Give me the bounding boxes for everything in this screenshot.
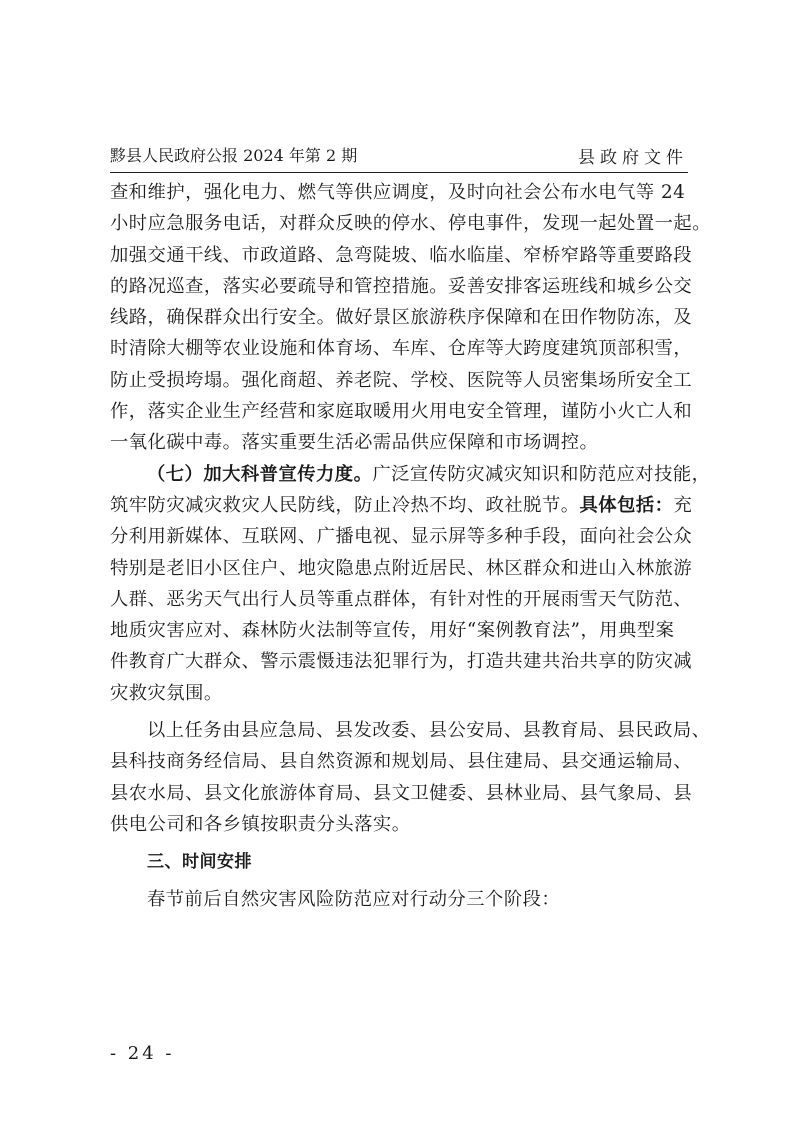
specifics-label: 具体包括：: [579, 494, 674, 516]
text-line: 地质灾害应对、森林防火法制等宣传，用好“案例教育法”，用典型案: [110, 620, 675, 642]
section-heading-schedule: [110, 846, 688, 877]
text-line: 特别是老旧小区住户、地灾隐患点附近居民、林区群众和进山入林旅游: [110, 557, 693, 579]
text-line: 查和维护，强化电力、燃气等供应调度，及时向社会公布水电气等 24: [110, 182, 686, 203]
section-7-first-line: [110, 459, 711, 490]
text-line: 时清除大棚等农业设施和体育场、车库、仓库等大跨度建筑顶部积雪，: [110, 338, 693, 360]
text-segment: 充: [673, 494, 693, 516]
text-line: 灾救灾氛围。: [110, 682, 223, 704]
text-line: 县科技商务经信局、县自然资源和规划局、县住建局、县交通运输局、: [110, 751, 693, 773]
section-label: 县政府文件: [578, 148, 688, 168]
text-segment: 筑牢防灾减灾救灾人民防线，防止冷热不均、政社脱节。: [110, 494, 580, 516]
text-line: 件教育广大群众、警示震慑违法犯罪行为，打造共建共治共享的防灾减: [110, 651, 693, 673]
page-header: [110, 138, 688, 173]
section-7-heading: （七）加大科普宣传力度。: [147, 463, 373, 485]
document-body: [110, 177, 711, 915]
text-line: 线路，确保群众出行安全。做好景区旅游秩序保障和在田作物防冻，及: [110, 307, 693, 329]
gazette-title: 黟县人民政府公报 2024 年第 2 期: [110, 146, 358, 165]
text-line: 供电公司和各乡镇按职责分头落实。: [110, 813, 411, 835]
text-line: 春节前后自然灾害风险防范应对行动分三个阶段：: [147, 888, 561, 910]
page-number: - 24 -: [110, 1043, 175, 1064]
text-line: 县农水局、县文化旅游体育局、县文卫健委、县林业局、县气象局、县: [110, 782, 693, 804]
text-line: 人群、恶劣天气出行人员等重点群体，有针对性的开展雨雪天气防范、: [110, 588, 693, 610]
section-7-text: 广泛宣传防灾减灾知识和防范应对技能，: [372, 463, 711, 485]
responsibility-paragraph-start: 以上任务由县应急局、县发改委、县公安局、县教育局、县民政局、: [147, 720, 711, 742]
text-line: 作，落实企业生产经营和家庭取暖用火用电安全管理，谨防小火亡人和: [110, 401, 693, 423]
text-line: [110, 490, 693, 521]
text-line: 一氧化碳中毒。落实重要生活必需品供应保障和市场调控。: [110, 432, 599, 454]
schedule-heading-text: 三、时间安排: [147, 852, 252, 873]
text-line: 小时应急服务电话，对群众反映的停水、停电事件，发现一起处置一起。: [110, 213, 711, 235]
text-line: 加强交通干线、市政道路、急弯陡坡、临水临崖、窄桥窄路等重要路段: [110, 244, 693, 266]
text-line: 防止受损垮塌。强化商超、养老院、学校、医院等人员密集场所安全工: [110, 369, 693, 391]
text-line: 的路况巡查，落实必要疏导和管控措施。妥善安排客运班线和城乡公交: [110, 275, 693, 297]
text-line: 分利用新媒体、互联网、广播电视、显示屏等多种手段，面向社会公众: [110, 526, 693, 548]
